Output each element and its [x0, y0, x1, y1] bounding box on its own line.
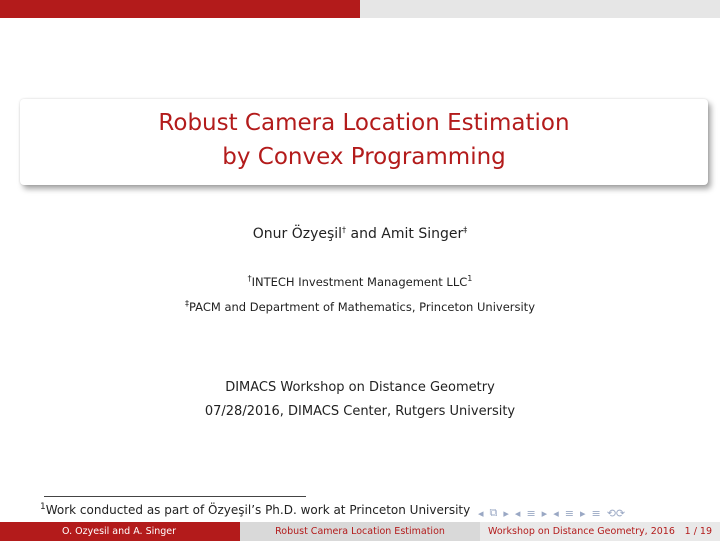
nav-next-section-icon[interactable]: ▸ [579, 506, 586, 520]
footnote-rule [44, 496, 306, 497]
footer-authors: O. Ozyesil and A. Singer [0, 522, 240, 541]
event-line-2: 07/28/2016, DIMACS Center, Rutgers University [204, 404, 516, 419]
author-1: Onur Özyeşil [252, 226, 343, 242]
nav-section-icon[interactable]: ≡ [564, 506, 574, 520]
title-line-2: by Convex Programming [222, 144, 506, 170]
top-bar-accent [0, 0, 360, 18]
footer-bar [0, 522, 720, 541]
footer-talk-title: Robust Camera Location Estimation [240, 522, 480, 541]
affiliation-1 [0, 275, 720, 289]
footer-page-number: 1 / 19 [684, 526, 712, 537]
nav-subsection-icon[interactable]: ≡ [526, 506, 536, 520]
author-connector: and [350, 226, 377, 242]
author-2: Amit Singer [381, 226, 464, 242]
affiliation-1-mark: † [247, 274, 252, 284]
footer-event: Workshop on Distance Geometry, 2016 [488, 526, 675, 537]
event-line-1: DIMACS Workshop on Distance Geometry [225, 380, 495, 395]
top-bar [0, 0, 720, 18]
affiliation-2-text: PACM and Department of Mathematics, Princeton University [188, 300, 535, 314]
nav-prev-frame-icon[interactable]: ◂ [478, 506, 484, 520]
footnote-text: Work conducted as part of Özyeşil’s Ph.D. work at Princeton University [45, 503, 471, 517]
navigation-symbols [478, 505, 718, 521]
nav-next-frame-icon[interactable]: ▸ [503, 506, 509, 520]
footer-right [480, 522, 720, 541]
footnote-mark: 1 [40, 502, 46, 512]
author-2-mark: ‡ [463, 225, 468, 235]
top-bar-neutral [360, 0, 720, 18]
nav-frame-icon[interactable]: ⧉ [489, 506, 498, 519]
title-line-1: Robust Camera Location Estimation [158, 110, 570, 136]
nav-search-icon[interactable]: ⟲⟳ [606, 506, 626, 520]
affiliation-1-footnote-mark: 1 [467, 274, 473, 284]
nav-next-subsection-icon[interactable]: ▸ [541, 506, 548, 520]
nav-prev-section-icon[interactable]: ◂ [553, 506, 559, 520]
affiliation-2-mark: ‡ [184, 299, 189, 309]
author-1-mark: † [342, 225, 347, 235]
nav-align-icon[interactable]: ≡ [591, 506, 601, 520]
affiliation-1-text: INTECH Investment Management LLC [251, 275, 468, 289]
footnote [40, 503, 470, 517]
affiliation-2 [0, 300, 720, 314]
author-line [0, 226, 720, 242]
nav-prev-subsection-icon[interactable]: ◂ [514, 506, 521, 520]
title-block [20, 99, 708, 185]
